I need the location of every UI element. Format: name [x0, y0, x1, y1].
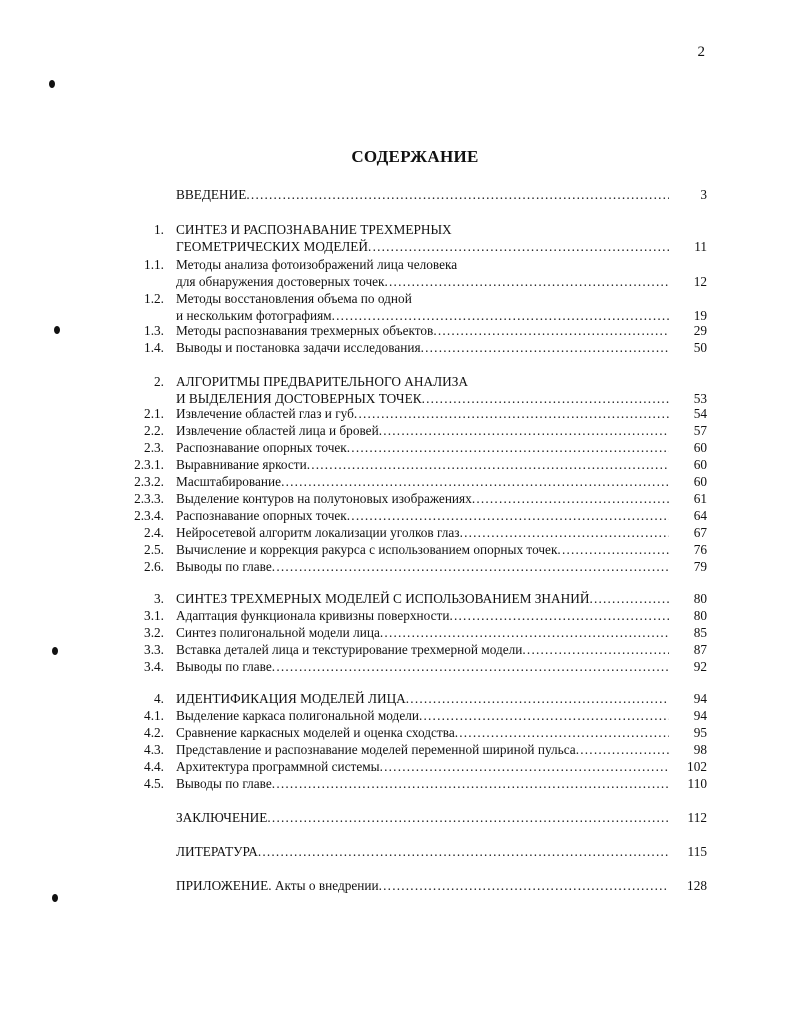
toc-entry-title: Синтез полигональной модели лица .....	[176, 624, 669, 641]
toc-entry	[0, 405, 793, 422]
toc-entry-page: 3	[700, 187, 707, 202]
toc-entry-title: Сравнение каркасных моделей и оценка сходства .....	[176, 724, 669, 741]
toc-entry-title: ЛИТЕРАТУРА .....	[176, 843, 669, 860]
toc-entry-page: 94	[693, 708, 707, 723]
toc-entry-number: 2.3.4.	[134, 508, 164, 523]
toc-entry	[0, 877, 793, 894]
toc-entry-number: 1.4.	[144, 340, 164, 355]
toc-entry-page: 64	[693, 508, 707, 523]
toc-entry	[0, 741, 793, 758]
toc-entry	[0, 456, 793, 473]
toc-entry-page: 80	[693, 608, 707, 623]
toc-entry	[0, 690, 793, 707]
toc-entry-number: 1.	[154, 222, 164, 237]
toc-entry-number: 2.6.	[144, 559, 164, 574]
toc-entry	[0, 322, 793, 339]
toc-entry-number: 4.3.	[144, 742, 164, 757]
toc-entry	[0, 373, 793, 390]
toc-entry	[0, 607, 793, 624]
toc-entry-page: 76	[693, 542, 707, 557]
toc-entry	[0, 238, 793, 255]
toc-entry	[0, 256, 793, 273]
toc-entry-title: ЗАКЛЮЧЕНИЕ .....	[176, 809, 669, 826]
toc-entry-title: Нейросетевой алгоритм локализации уголков глаз .....	[176, 524, 669, 541]
toc-entry-page: 53	[693, 391, 707, 406]
toc-entry-title: ГЕОМЕТРИЧЕСКИХ МОДЕЛЕЙ .....	[176, 238, 669, 255]
toc-entry-page: 50	[693, 340, 707, 355]
toc-entry-number: 2.3.1.	[134, 457, 164, 472]
toc-entry-page: 95	[693, 725, 707, 740]
toc-entry-title: Выделение контуров на полутоновых изображениях .....	[176, 490, 669, 507]
toc-entry	[0, 290, 793, 307]
toc-entry	[0, 724, 793, 741]
toc-entry-page: 112	[687, 810, 707, 825]
toc-entry	[0, 758, 793, 775]
toc-entry-number: 4.	[154, 691, 164, 706]
toc-entry	[0, 186, 793, 203]
toc-entry-page: 60	[693, 440, 707, 455]
toc-entry	[0, 809, 793, 826]
toc-entry	[0, 658, 793, 675]
toc-entry-title: Выравнивание яркости .....	[176, 456, 669, 473]
toc-entry-page: 79	[693, 559, 707, 574]
toc-entry-title: Масштабирование .....	[176, 473, 669, 490]
toc-entry-title: ПРИЛОЖЕНИЕ. Акты о внедрении .....	[176, 877, 669, 894]
toc-entry-title: И ВЫДЕЛЕНИЯ ДОСТОВЕРНЫХ ТОЧЕК .....	[176, 390, 669, 407]
toc-entry-page: 94	[693, 691, 707, 706]
toc-entry-page: 115	[687, 844, 707, 859]
scan-speck	[52, 647, 58, 655]
toc-entry	[0, 558, 793, 575]
toc-entry-title: и нескольким фотографиям .....	[176, 307, 669, 324]
toc-entry-title: Извлечение областей глаз и губ .....	[176, 405, 669, 422]
toc-entry-number: 2.2.	[144, 423, 164, 438]
toc-entry-title: Адаптация функционала кривизны поверхности .....	[176, 607, 669, 624]
toc-entry-number: 3.	[154, 591, 164, 606]
toc-entry-number: 2.3.3.	[134, 491, 164, 506]
toc-entry-page: 102	[687, 759, 707, 774]
toc-entry-number: 2.3.	[144, 440, 164, 455]
toc-entry-number: 4.5.	[144, 776, 164, 791]
scan-speck	[49, 80, 55, 88]
toc-entry-page: 60	[693, 457, 707, 472]
toc-entry-title: Выводы по главе .....	[176, 775, 669, 792]
toc-entry-number: 4.1.	[144, 708, 164, 723]
toc-entry-page: 67	[693, 525, 707, 540]
toc-entry-page: 11	[694, 239, 707, 254]
toc-entry	[0, 339, 793, 356]
toc-entry	[0, 775, 793, 792]
toc-entry	[0, 707, 793, 724]
toc-entry-number: 3.2.	[144, 625, 164, 640]
toc-entry	[0, 439, 793, 456]
toc-entry-title: ИДЕНТИФИКАЦИЯ МОДЕЛЕЙ ЛИЦА .....	[176, 690, 669, 707]
toc-entry-page: 54	[693, 406, 707, 421]
toc-entry-title: Выводы по главе .....	[176, 658, 669, 675]
toc-entry-number: 1.2.	[144, 291, 164, 306]
toc-entry-page: 60	[693, 474, 707, 489]
toc-entry-title: СИНТЕЗ ТРЕХМЕРНЫХ МОДЕЛЕЙ С ИСПОЛЬЗОВАНИЕМ ЗНАНИЙ .....	[176, 590, 669, 607]
toc-entry-number: 3.1.	[144, 608, 164, 623]
toc-entry-title: АЛГОРИТМЫ ПРЕДВАРИТЕЛЬНОГО АНАЛИЗА	[176, 374, 468, 389]
toc-entry-number: 2.	[154, 374, 164, 389]
toc-entry-number: 2.4.	[144, 525, 164, 540]
page-title: СОДЕРЖАНИЕ	[351, 147, 479, 166]
toc-entry-title: Архитектура программной системы .....	[176, 758, 669, 775]
toc-entry-page: 19	[693, 308, 707, 323]
toc-entry-title: СИНТЕЗ И РАСПОЗНАВАНИЕ ТРЕХМЕРНЫХ	[176, 222, 452, 237]
toc-entry	[0, 221, 793, 238]
toc-entry-number: 2.5.	[144, 542, 164, 557]
scan-speck	[52, 894, 58, 902]
toc-entry-title: ВВЕДЕНИЕ .....	[176, 186, 669, 203]
toc-entry-page: 80	[693, 591, 707, 606]
toc-entry	[0, 273, 793, 290]
toc-entry-title: Вычисление и коррекция ракурса с использованием опорных точек .....	[176, 541, 669, 558]
toc-entry-title: для обнаружения достоверных точек .....	[176, 273, 669, 290]
toc-entry-title: Вставка деталей лица и текстурирование трехмерной модели .....	[176, 641, 669, 658]
toc-entry-page: 57	[693, 423, 707, 438]
toc-entry-number: 2.1.	[144, 406, 164, 421]
toc-entry-title: Распознавание опорных точек .....	[176, 507, 669, 524]
toc-entry-page: 92	[693, 659, 707, 674]
toc-entry-title: Выводы по главе .....	[176, 558, 669, 575]
toc-entry	[0, 490, 793, 507]
toc-entry-number: 3.4.	[144, 659, 164, 674]
toc-entry-page: 87	[693, 642, 707, 657]
toc-entry-title: Выводы и постановка задачи исследования .....	[176, 339, 669, 356]
toc-entry-number: 1.3.	[144, 323, 164, 338]
toc-entry-title: Извлечение областей лица и бровей .....	[176, 422, 669, 439]
toc-entry-number: 3.3.	[144, 642, 164, 657]
toc-entry	[0, 641, 793, 658]
toc-entry-number: 2.3.2.	[134, 474, 164, 489]
toc-entry-title: Выделение каркаса полигональной модели .....	[176, 707, 669, 724]
toc-entry-page: 85	[693, 625, 707, 640]
toc-entry-number: 1.1.	[144, 257, 164, 272]
toc-entry-number: 4.2.	[144, 725, 164, 740]
toc-entry	[0, 473, 793, 490]
toc-entry	[0, 624, 793, 641]
toc-entry	[0, 541, 793, 558]
toc-entry-page: 29	[693, 323, 707, 338]
toc-entry-page: 61	[693, 491, 707, 506]
toc-entry	[0, 422, 793, 439]
toc-entry-title: Методы анализа фотоизображений лица человека	[176, 257, 458, 272]
toc-entry-title: Представление и распознавание моделей переменной шириной пульса .....	[176, 741, 669, 758]
scan-speck	[54, 326, 60, 334]
toc-entry-title: Методы распознавания трехмерных объектов .....	[176, 322, 669, 339]
toc-entry-page: 110	[687, 776, 707, 791]
toc-entry	[0, 843, 793, 860]
toc-entry-number: 4.4.	[144, 759, 164, 774]
toc-entry-title: Методы восстановления объема по одной	[176, 291, 412, 306]
toc-entry-page: 128	[687, 878, 707, 893]
toc-entry	[0, 507, 793, 524]
toc-entry	[0, 590, 793, 607]
toc-entry-page: 12	[693, 274, 707, 289]
toc-entry-title: Распознавание опорных точек .....	[176, 439, 669, 456]
toc-entry-page: 98	[693, 742, 707, 757]
toc-entry	[0, 524, 793, 541]
page-number: 2	[697, 44, 705, 60]
